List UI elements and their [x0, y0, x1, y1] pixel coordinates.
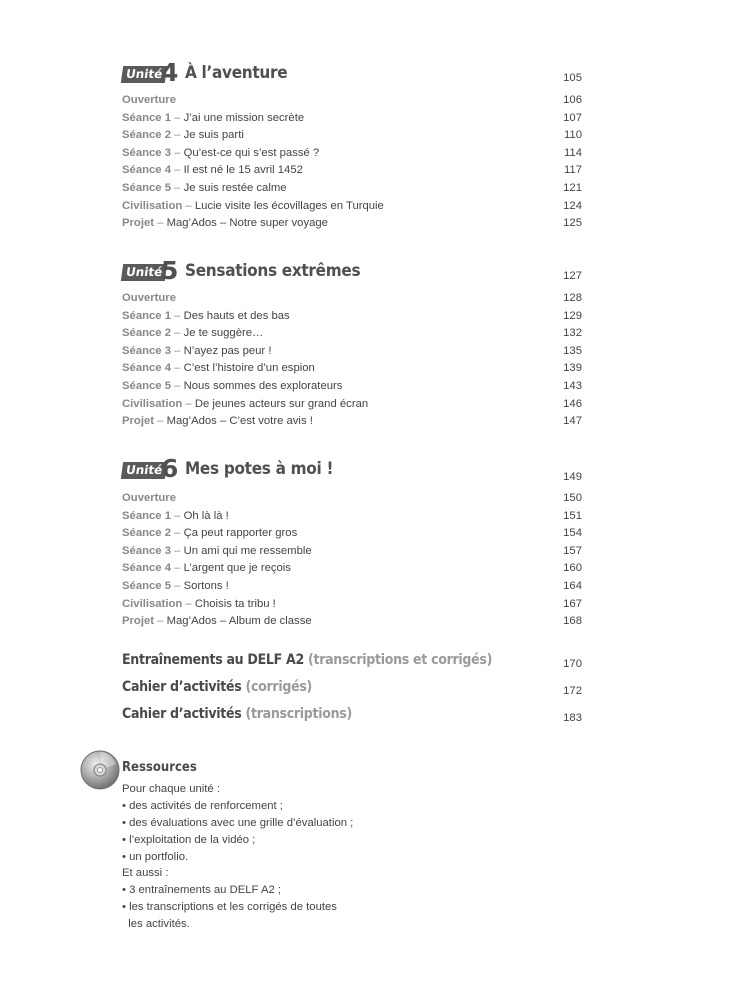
entry-page: 139 [563, 362, 582, 375]
entry-separator: – [171, 146, 184, 159]
resources-title: Ressources [122, 760, 197, 775]
unit-number: 4 [161, 58, 179, 87]
toc-entry[interactable] [122, 378, 582, 396]
entry-separator: – [171, 562, 184, 575]
entry-separator: – [171, 544, 184, 557]
unit-header [122, 454, 582, 490]
extra-title-text: Entraînements au DELF A2 [122, 652, 304, 668]
entry-text: Ça peut rapporter gros [183, 527, 298, 540]
unit-badge: Unité [121, 462, 168, 479]
entry-separator: – [171, 181, 184, 194]
entry-page: 151 [563, 509, 582, 522]
extra-page: 172 [563, 685, 582, 697]
entry-text: Qu’est-ce qui s’est passé ? [183, 146, 320, 159]
entry-page: 164 [563, 579, 582, 592]
entry-page: 154 [563, 527, 582, 540]
entry-separator: – [182, 397, 195, 410]
resource-line: • un portfolio. [122, 850, 189, 863]
entry-separator: – [171, 327, 184, 340]
entry-page: 132 [563, 327, 582, 340]
entry-label: Séance 5 [122, 579, 171, 592]
toc-entry[interactable] [122, 145, 582, 163]
entry-separator: – [171, 164, 184, 177]
entry-separator: – [171, 362, 184, 375]
unit-title: À l’aventure [185, 63, 288, 83]
entry-text: Choisis ta tribu ! [194, 597, 276, 610]
entry-label: Séance 2 [122, 527, 171, 540]
entry-label: Séance 1 [122, 309, 171, 322]
toc-entry[interactable] [122, 343, 582, 361]
entry-text: Sortons ! [183, 579, 229, 592]
entry-separator: – [171, 344, 184, 357]
entry-text: Mag’Ados – Album de classe [166, 615, 312, 628]
entry-page: 114 [563, 146, 582, 159]
extra-subtitle: (transcriptions) [245, 706, 352, 722]
toc-entry[interactable] [122, 578, 582, 596]
entry-text: N’ayez pas peur ! [183, 344, 272, 357]
toc-entry[interactable] [122, 396, 582, 414]
unit-6-section [122, 454, 582, 631]
unit-badge: Unité [121, 264, 168, 281]
entry-separator: – [154, 615, 167, 628]
entry-page: 107 [563, 111, 582, 124]
toc-entry[interactable] [122, 360, 582, 378]
entry-label: Ouverture [122, 94, 176, 106]
unit-title: Sensations extrêmes [185, 261, 361, 281]
entry-text: C’est l’histoire d’un espion [183, 362, 315, 375]
resource-line: • les transcriptions et les corrigés de toutes [122, 901, 337, 914]
entry-page: 168 [563, 615, 582, 628]
entry-text: Nous sommes des explorateurs [183, 379, 343, 392]
extra-title [122, 652, 492, 668]
entry-page: 128 [563, 292, 582, 304]
entry-page: 160 [563, 562, 582, 575]
resource-line: Pour chaque unité : [122, 783, 220, 795]
entry-page: 146 [563, 397, 582, 410]
entry-label: Séance 1 [122, 509, 171, 522]
toc-entry[interactable] [122, 198, 582, 216]
extra-title [122, 706, 352, 722]
entry-text: De jeunes acteurs sur grand écran [194, 397, 369, 410]
extra-title [122, 679, 312, 695]
entry-page: 124 [563, 199, 582, 212]
toc-entry[interactable] [122, 127, 582, 145]
extra-subtitle: (transcriptions et corrigés) [308, 652, 493, 668]
entry-text: Je suis restée calme [183, 181, 287, 194]
toc-extra-delf[interactable] [122, 652, 582, 678]
entry-label: Séance 4 [122, 362, 171, 375]
entry-text: Je te suggère… [183, 327, 264, 340]
entry-label: Séance 3 [122, 544, 171, 557]
entry-text: Des hauts et des bas [183, 309, 290, 322]
toc-entry[interactable] [122, 290, 582, 308]
unit-page-number: 127 [563, 270, 582, 282]
toc-entry[interactable] [122, 92, 582, 110]
unit-title: Mes potes à moi ! [185, 459, 334, 479]
entry-label: Séance 2 [122, 327, 171, 340]
entry-label: Séance 5 [122, 379, 171, 392]
entry-separator: – [154, 415, 167, 428]
entry-page: 157 [563, 544, 582, 557]
entry-text: Mag’Ados – C’est votre avis ! [166, 415, 313, 428]
entry-text: Lucie visite les écovillages en Turquie [194, 199, 384, 212]
extra-page: 170 [563, 658, 582, 670]
entry-label: Civilisation [122, 597, 183, 610]
entry-page: 125 [563, 217, 582, 230]
entry-label: Ouverture [122, 492, 176, 504]
entry-separator: – [171, 129, 184, 142]
entry-text: Oh là là ! [183, 509, 229, 522]
resources-list [122, 781, 353, 933]
extra-title-text: Cahier d’activités [122, 706, 242, 722]
entry-page: 135 [563, 344, 582, 357]
extra-subtitle: (corrigés) [245, 679, 312, 695]
entry-page: 121 [563, 181, 582, 194]
toc-entry[interactable] [122, 596, 582, 614]
toc-entry[interactable] [122, 560, 582, 578]
toc-entry[interactable] [122, 543, 582, 561]
toc-entry[interactable] [122, 180, 582, 198]
entry-separator: – [154, 217, 167, 230]
entry-page: 129 [563, 309, 582, 322]
entry-separator: – [171, 579, 184, 592]
unit-number: 6 [161, 454, 179, 483]
entry-label: Projet [122, 415, 155, 428]
entry-label: Civilisation [122, 199, 183, 212]
unit-header [122, 256, 582, 290]
resource-line: • 3 entraînements au DELF A2 ; [122, 884, 282, 897]
extra-page: 183 [563, 712, 582, 724]
entry-separator: – [171, 309, 184, 322]
entry-text: Il est né le 15 avril 1452 [183, 164, 303, 177]
toc-entry[interactable] [122, 413, 582, 431]
resource-line: les activités. [122, 918, 190, 931]
entry-page: 106 [563, 94, 582, 106]
toc-entry[interactable] [122, 613, 582, 631]
entry-separator: – [171, 111, 184, 124]
entry-label: Séance 3 [122, 146, 171, 159]
entry-page: 150 [563, 492, 582, 504]
unit-badge: Unité [121, 66, 168, 83]
entry-label: Séance 3 [122, 344, 171, 357]
toc-entry[interactable] [122, 308, 582, 326]
extra-title-text: Cahier d’activités [122, 679, 242, 695]
entry-text: J’ai une mission secrète [183, 111, 305, 124]
unit-page-number: 105 [563, 72, 582, 84]
unit-4-section [122, 58, 582, 233]
entry-text: Mag’Ados – Notre super voyage [166, 217, 328, 230]
entry-separator: – [171, 509, 184, 522]
entry-separator: – [171, 527, 184, 540]
cd-icon [80, 750, 120, 793]
entry-page: 167 [563, 597, 582, 610]
resource-line: • l’exploitation de la vidéo ; [122, 833, 256, 846]
toc-entry[interactable] [122, 215, 582, 233]
toc-entry[interactable] [122, 525, 582, 543]
toc-entry[interactable] [122, 110, 582, 128]
unit-page-number: 149 [563, 471, 582, 483]
entry-label: Séance 4 [122, 562, 171, 575]
entry-page: 143 [563, 379, 582, 392]
entry-label: Ouverture [122, 292, 176, 304]
toc-entry[interactable] [122, 490, 582, 508]
entry-text: Je suis parti [183, 129, 244, 142]
toc-extra-cahier-transcriptions[interactable] [122, 706, 582, 732]
entry-separator: – [171, 379, 184, 392]
entry-label: Projet [122, 217, 155, 230]
entry-page: 117 [563, 164, 582, 177]
entry-label: Projet [122, 615, 155, 628]
unit-5-section [122, 256, 582, 431]
resource-line: • des activités de renforcement ; [122, 799, 283, 812]
entry-text: Un ami qui me ressemble [183, 544, 312, 557]
entry-label: Séance 1 [122, 111, 171, 124]
entry-label: Civilisation [122, 397, 183, 410]
resource-line: • des évaluations avec une grille d’évaluation ; [122, 816, 354, 829]
entry-separator: – [182, 597, 195, 610]
unit-header [122, 58, 582, 92]
entry-label: Séance 4 [122, 164, 171, 177]
entry-separator: – [182, 199, 195, 212]
toc-entry[interactable] [122, 508, 582, 526]
entry-label: Séance 5 [122, 181, 171, 194]
entry-label: Séance 2 [122, 129, 171, 142]
entry-text: L’argent que je reçois [183, 562, 291, 575]
toc-entry[interactable] [122, 325, 582, 343]
unit-number: 5 [161, 256, 179, 285]
entry-page: 147 [563, 415, 582, 428]
toc-entry[interactable] [122, 162, 582, 180]
resource-line: Et aussi : [122, 867, 169, 880]
entry-page: 110 [563, 129, 582, 142]
toc-extra-cahier-corriges[interactable] [122, 679, 582, 705]
